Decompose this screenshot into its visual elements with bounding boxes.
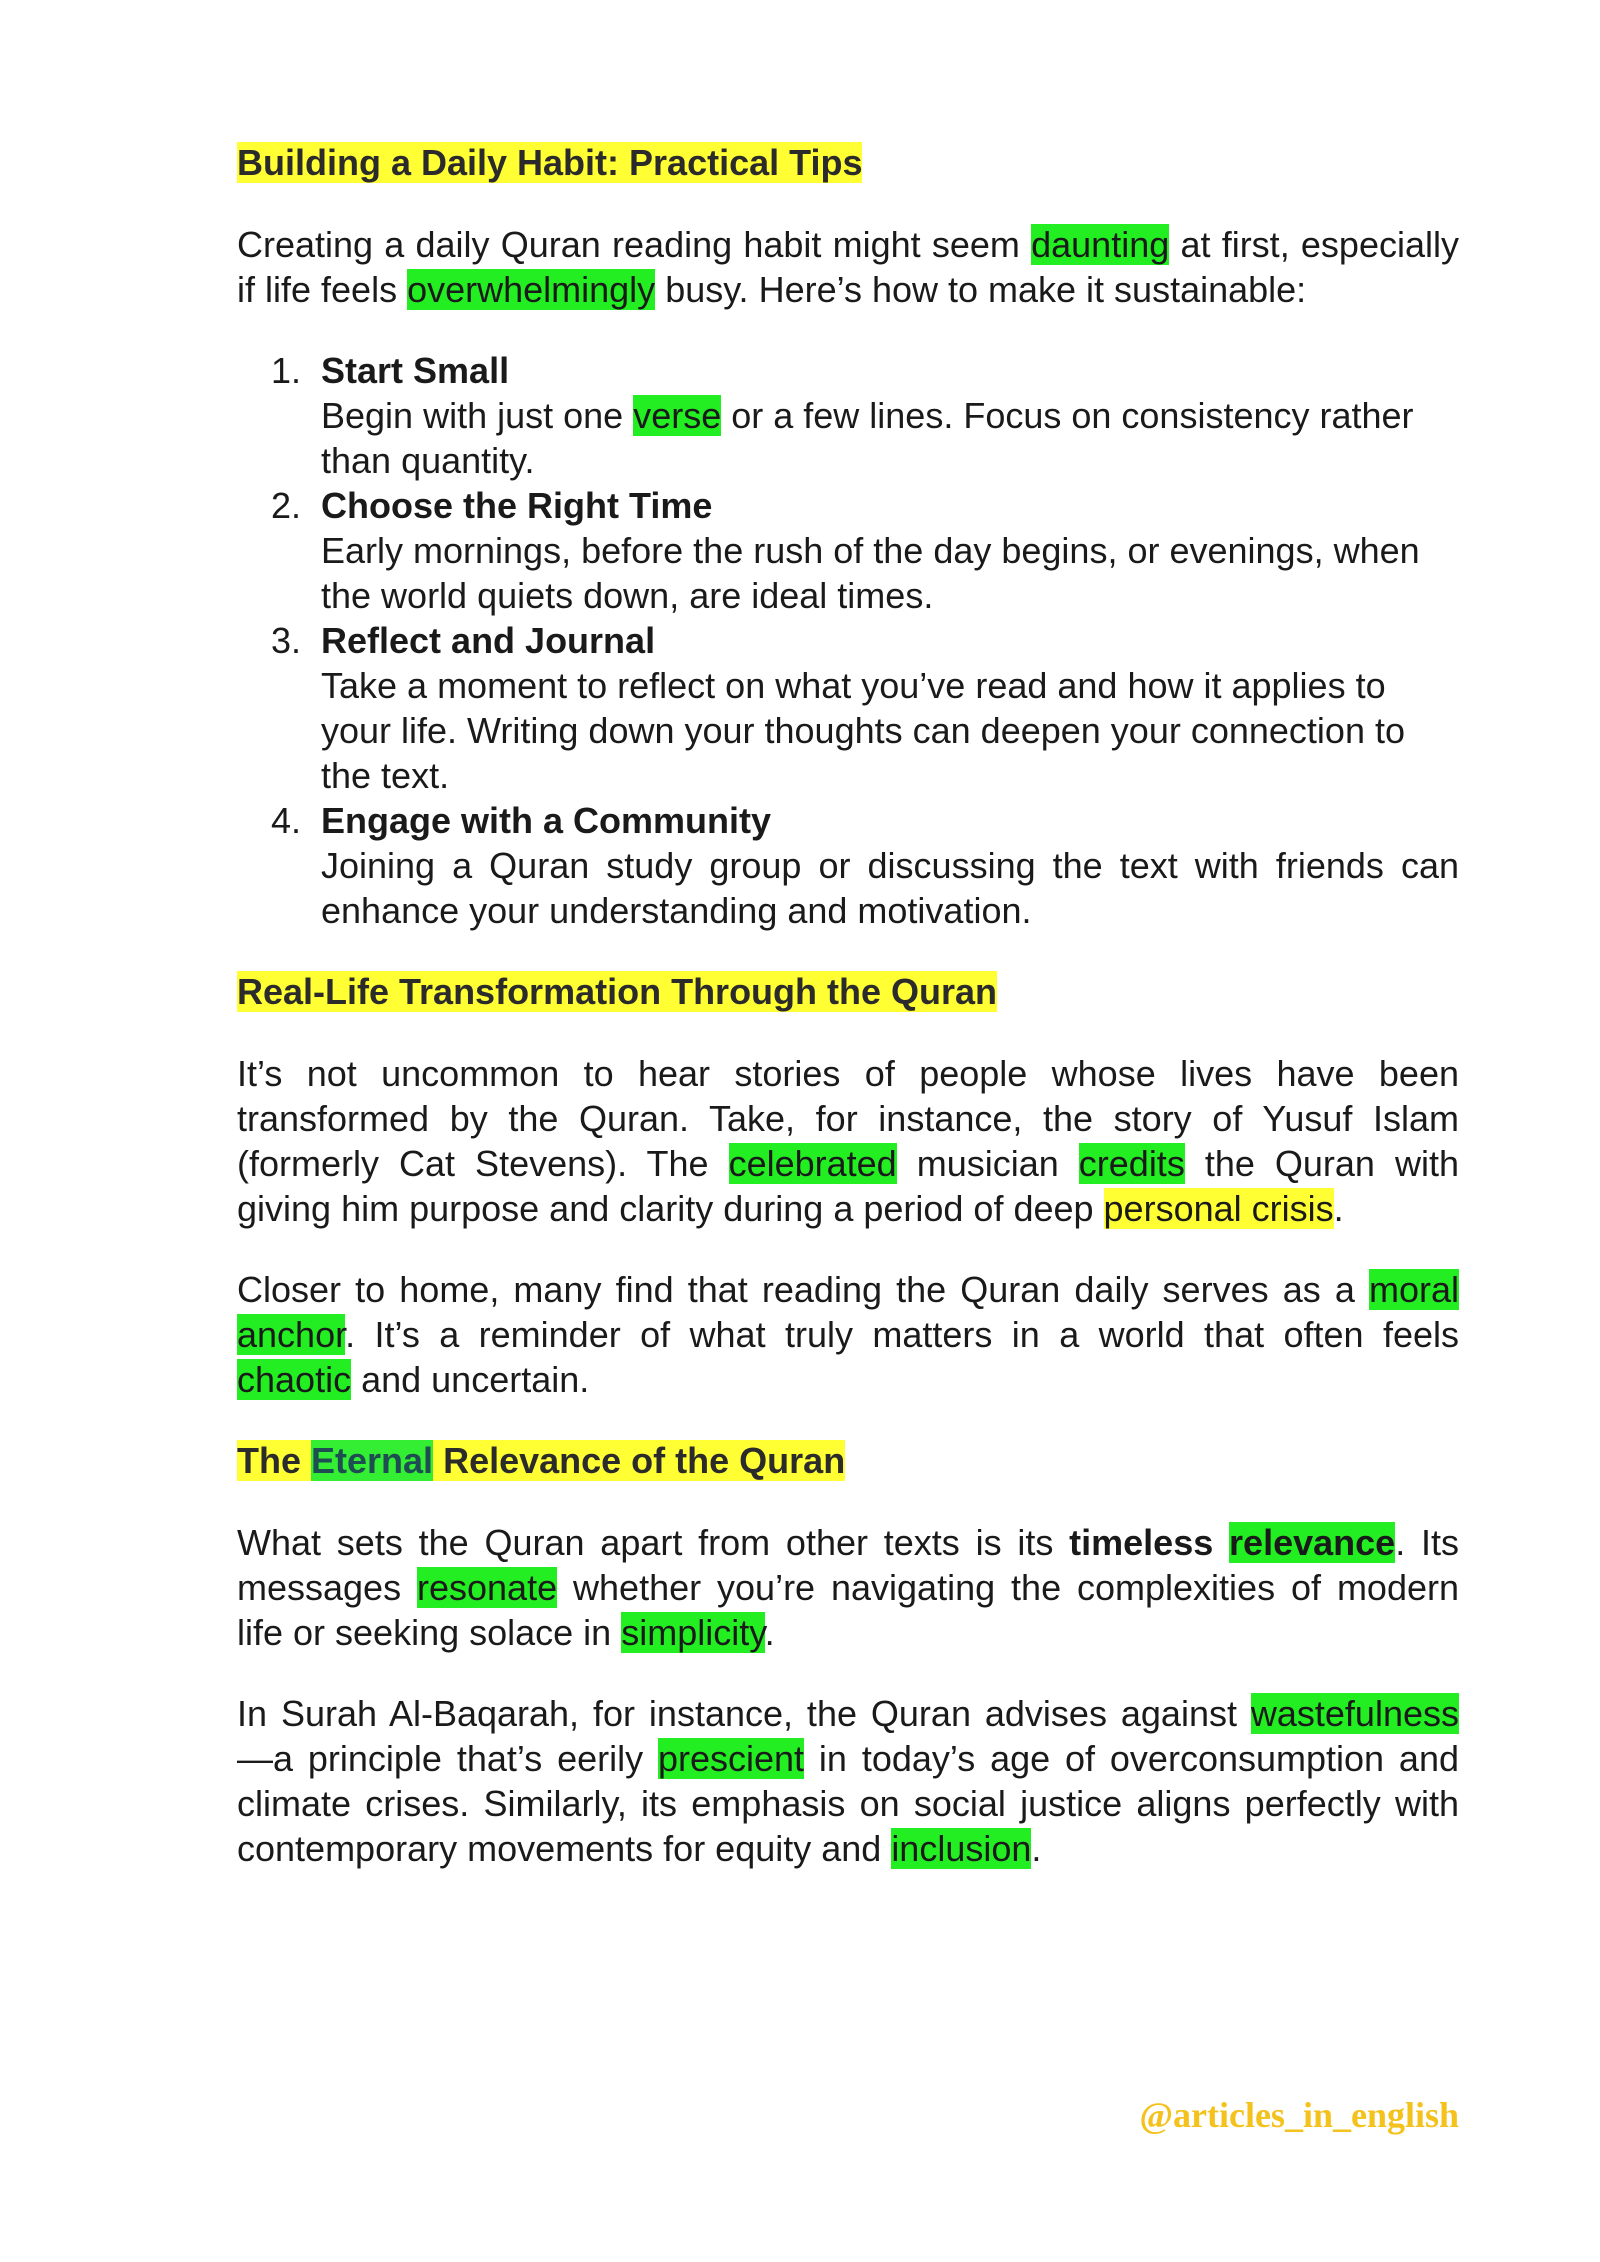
text-run: at first, especially if life feels xyxy=(237,224,1459,310)
highlighted-phrase: moral anchor xyxy=(237,1269,1459,1355)
section-heading-habit xyxy=(237,140,1459,186)
heading-text: Building a Daily Habit: Practical Tips xyxy=(237,142,863,183)
text-run: and uncertain. xyxy=(351,1359,590,1400)
list-item-title: Start Small xyxy=(321,350,510,391)
section-heading-transformation xyxy=(237,969,1459,1015)
highlighted-word: inclusion xyxy=(891,1828,1032,1869)
section-heading-relevance xyxy=(237,1438,1459,1484)
highlighted-word: overwhelmingly xyxy=(407,269,656,310)
text-run xyxy=(1213,1522,1229,1563)
text-run: whether you’re navigating the complexities of modern life or seeking solace in xyxy=(237,1567,1460,1653)
list-item-body: Early mornings, before the rush of the day begins, or evenings, when the world quiets down, are ideal times. xyxy=(321,530,1420,616)
list-item xyxy=(237,348,1459,483)
text-run: . It’s a reminder of what truly matters in a world that often feels xyxy=(345,1314,1459,1355)
document-page xyxy=(237,140,1459,1907)
list-item-title: Choose the Right Time xyxy=(321,485,713,526)
highlighted-word: chaotic xyxy=(237,1359,352,1400)
text-run: or a few lines. Focus on consistency rather than quantity. xyxy=(321,395,1414,481)
list-item xyxy=(237,798,1459,933)
heading-text: Real-Life Transformation Through the Quran xyxy=(237,971,998,1012)
highlighted-word: prescient xyxy=(657,1738,805,1779)
text-run: Closer to home, many find that reading the Quran daily serves as a xyxy=(237,1269,1369,1310)
heading-text-part: Relevance of the Quran xyxy=(433,1440,846,1481)
highlighted-word: verse xyxy=(633,395,722,436)
list-number: 1. xyxy=(271,350,302,391)
list-item-title: Engage with a Community xyxy=(321,800,772,841)
text-run: musician xyxy=(896,1143,1079,1184)
highlighted-bold-word: relevance xyxy=(1229,1522,1396,1563)
text-run: . xyxy=(1031,1828,1042,1869)
list-item xyxy=(237,483,1459,618)
watermark-handle: @articles_in_english xyxy=(1139,2095,1459,2135)
list-item-body xyxy=(321,393,1459,483)
text-run: . Its messages xyxy=(237,1522,1459,1608)
bold-word: timeless xyxy=(1069,1522,1214,1563)
text-run: In Surah Al-Baqarah, for instance, the Quran advises against xyxy=(237,1693,1251,1734)
text-run: Begin with just one xyxy=(321,395,634,436)
text-run: the Quran with giving him purpose and clarity during a period of deep xyxy=(237,1143,1459,1229)
list-item-title: Reflect and Journal xyxy=(321,620,656,661)
transformation-paragraph-2 xyxy=(237,1267,1459,1402)
list-number: 4. xyxy=(271,800,302,841)
heading-text-part: The xyxy=(237,1440,312,1481)
list-item-body: Joining a Quran study group or discussing the text with friends can enhance your understanding and motivation. xyxy=(321,845,1459,931)
highlighted-word: credits xyxy=(1078,1143,1185,1184)
list-number: 3. xyxy=(271,620,302,661)
text-run: Creating a daily Quran reading habit might seem xyxy=(237,224,1032,265)
list-number: 2. xyxy=(271,485,302,526)
transformation-paragraph-1 xyxy=(237,1051,1459,1231)
relevance-paragraph-2 xyxy=(237,1691,1459,1871)
highlighted-word: simplicity xyxy=(621,1612,765,1653)
list-item-body: Take a moment to reflect on what you’ve read and how it applies to your life. Writing down your thoughts can deepen your connection to the text. xyxy=(321,665,1405,796)
text-run: —a principle that’s eerily xyxy=(237,1738,658,1779)
heading-highlighted-word: Eternal xyxy=(311,1440,434,1481)
highlighted-word: celebrated xyxy=(728,1143,897,1184)
highlighted-word: daunting xyxy=(1031,224,1170,265)
relevance-paragraph-1 xyxy=(237,1520,1459,1655)
text-run: busy. Here’s how to make it sustainable: xyxy=(655,269,1307,310)
highlighted-phrase: personal crisis xyxy=(1103,1188,1334,1229)
text-run: What sets the Quran apart from other texts is its xyxy=(237,1522,1070,1563)
highlighted-word: resonate xyxy=(417,1567,558,1608)
text-run: . xyxy=(764,1612,775,1653)
text-run: in today’s age of overconsumption and climate crises. Similarly, its emphasis on social justice aligns perfectly with contemporary movements for equity and xyxy=(237,1738,1459,1869)
text-run: . xyxy=(1333,1188,1344,1229)
highlighted-word: wastefulness xyxy=(1250,1693,1459,1734)
list-item xyxy=(237,618,1459,798)
tips-list xyxy=(237,348,1459,933)
text-run: It’s not uncommon to hear stories of people whose lives have been transformed by the Quran. Take, for instance, the story of Yusuf Islam (formerly Cat Stevens). The xyxy=(237,1053,1459,1184)
habit-intro-paragraph xyxy=(237,222,1459,312)
